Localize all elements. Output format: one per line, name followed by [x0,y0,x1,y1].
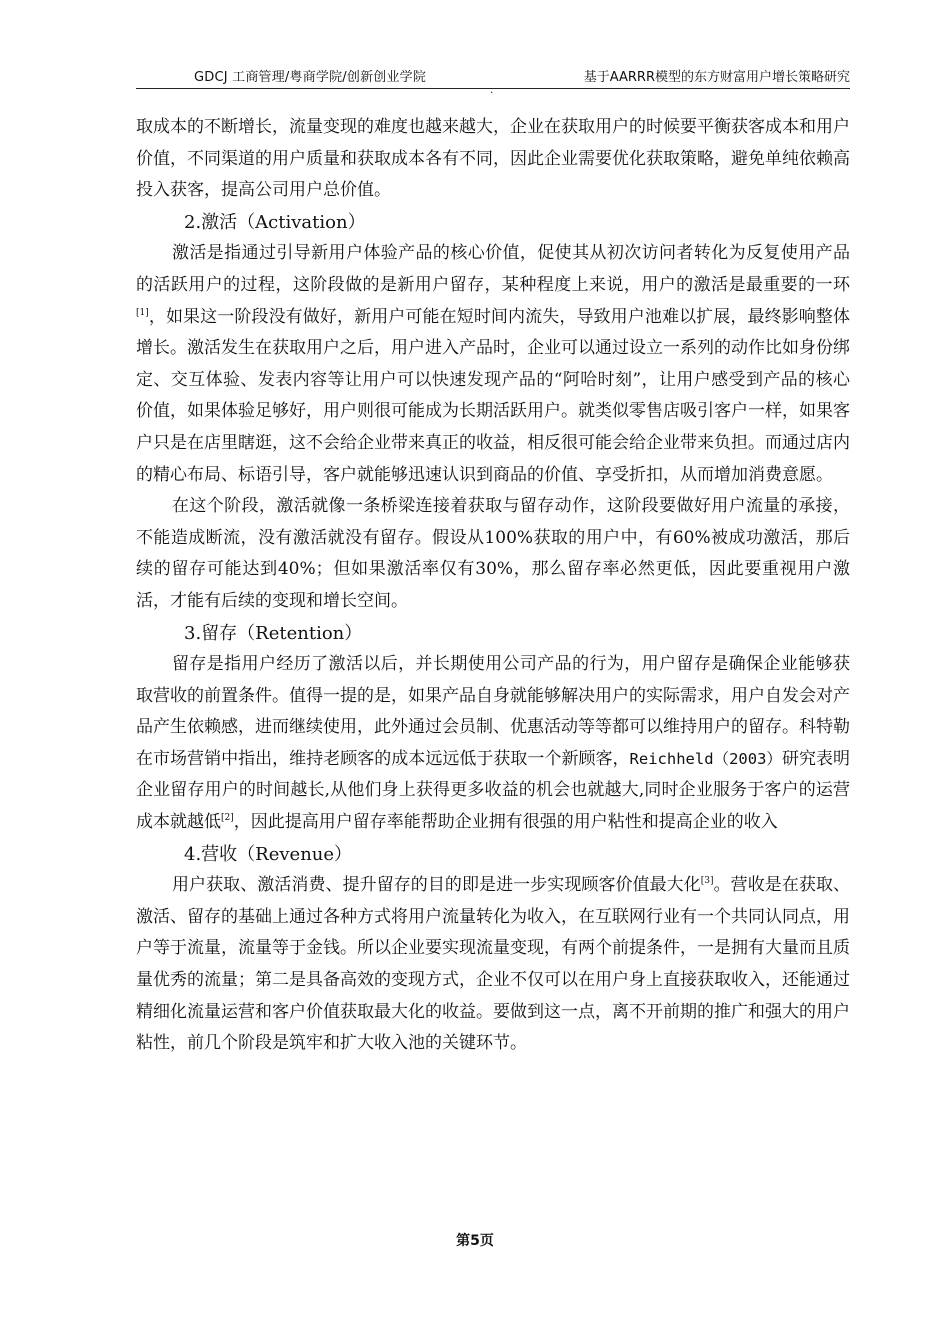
citation-ref-2: [2] [221,813,234,824]
text-span: 用户获取、激活消费、提升留存的目的即是进一步实现顾客价值最大化 [172,875,701,896]
paragraph-retention [136,649,850,839]
section-heading-retention: 3.留存（Retention） [184,622,363,644]
paragraph-acquisition-end: 取成本的不断增长，流量变现的难度也越来越大，企业在获取用户的时候要平衡获客成本和用户价值，不同渠道的用户质量和获取成本各有不同，因此企业需要优化获取策略，避免单纯依赖高投入获客，提高公司用户总价值。 [136,117,850,201]
section-heading-activation: 2.激活（Activation） [184,211,366,233]
citation-ref-3: [3] [700,876,714,887]
page-header [136,62,850,89]
text-span: 留存是指用户经历了激活以后，并长期使用公司产品的行为，用户留存是确保企业能够获取营收的前置条件。值得一提的是，如果产品自身就能够解决用户的实际需求，用户自发会对产品产生依赖感，进而继续使用，此外通过会员制、优惠活动等等都可以维持用户的留存。科特勒在市场营销中指出，维持老顾客的成本远远低于获取一个新顾客， [136,654,850,769]
text-span: 研究表明企业留存用户的时间越长,从他们身上获得更多收益的机会也就越大,同时企业服务于客户的运营成本就越低 [136,748,850,833]
text-span: 。营收是在获取、激活、留存的基础上通过各种方式将用户流量转化为收入，在互联网行业有一个共同认同点，用户等于流量，流量等于金钱。所以企业要实现流量变现，有两个前提条件，一是拥有大量而且质量优秀的流量；第二是具备高效的变现方式，企业不仅可以在用户身上直接获取收入，还能通过精细化流量运营和客户价值获取最大化的收益。要做到这一点，离不开前期的推广和强大的用户粘性，前几个阶段是筑牢和扩大收入池的关键环节。 [136,875,851,1054]
citation-ref-1: [1] [136,307,149,318]
paragraph-activation-2: 在这个阶段，激活就像一条桥梁连接着获取与留存动作，这阶段要做好用户流量的承接，不能造成断流，没有激活就没有留存。假设从100%获取的用户中，有60%被成功激活，那后续的留存可能达到40%；但如果激活率仅有30%，那么留存率必然更低，因此要重视用户激活，才能有后续的变现和增长空间。 [136,496,850,611]
page-body [136,112,850,1060]
section-heading-revenue: 4.营收（Revenue） [184,843,353,865]
paragraph-revenue [136,870,850,1060]
text-span: ，因此提高用户留存率能帮助企业拥有很强的用户粘性和提高企业的收入 [233,812,778,833]
text-span: 激活是指通过引导新用户体验产品的核心价值，促使其从初次访问者转化为反复使用产品的活跃用户的过程，这阶段做的是新用户留存，某种程度上来说，用户的激活是最重要的一环 [136,243,850,295]
page-number: 第5页 [456,1233,494,1249]
header-dot: . [490,85,494,96]
text-span-reference: Reichheld（2003） [629,749,782,768]
header-institution: GDCJ 工商管理/粤商学院/创新创业学院 [194,70,427,85]
header-thesis-title: 基于AARRR模型的东方财富用户增长策略研究 [583,70,850,85]
paragraph-activation-1 [136,238,850,491]
text-span: ，如果这一阶段没有做好，新用户可能在短时间内流失，导致用户池难以扩展，最终影响整体增长。激活发生在获取用户之后，用户进入产品时，企业可以通过设立一系列的动作比如身份绑定、交互体验、发表内容等让用户可以快速发现产品的“阿哈时刻”，让用户感受到产品的核心价值，如果体验足够好，用户则很可能成为长期活跃用户。就类似零售店吸引客户一样，如果客户只是在店里瞎逛，这不会给企业带来真正的收益，相反很可能会给企业带来负担。而通过店内的精心布局、标语引导，客户就能够迅速认识到商品的价值、享受折扣，从而增加消费意愿。 [136,306,850,485]
